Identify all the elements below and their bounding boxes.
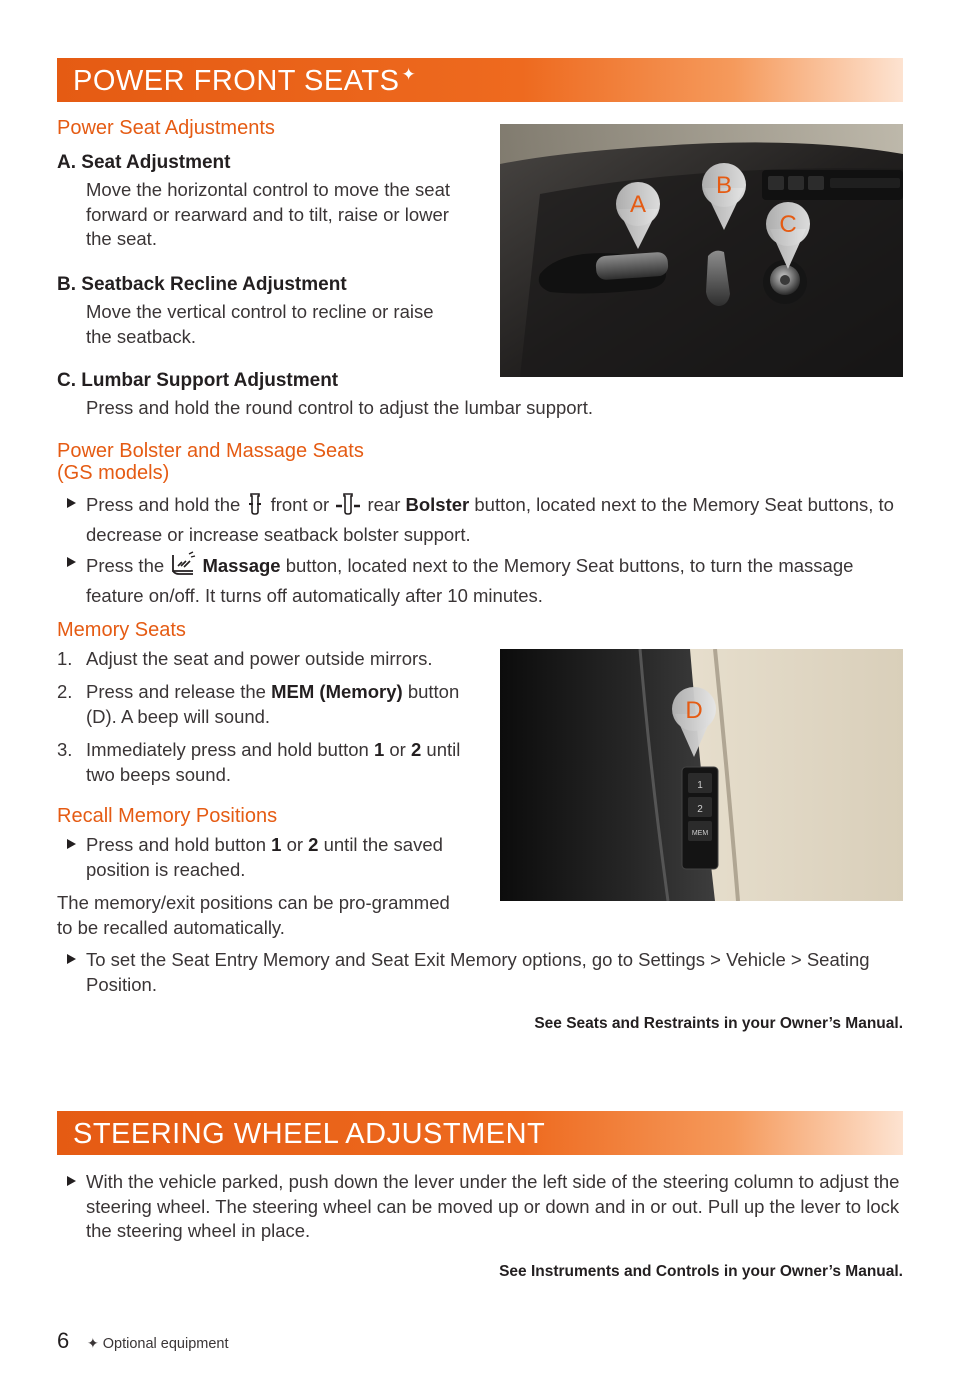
label-c: C bbox=[779, 211, 797, 238]
bullet-arrow-icon bbox=[67, 954, 76, 964]
recall-text-post: until the saved position is reached. bbox=[86, 834, 443, 880]
lumbar-support-item bbox=[57, 370, 903, 421]
button-1-bold: 1 bbox=[373, 739, 385, 760]
label-b: B bbox=[715, 172, 733, 199]
massage-text-pre: Press the bbox=[86, 555, 165, 576]
memory-button-mem-label: MEM bbox=[691, 830, 709, 837]
step-text-post: until two beeps sound. bbox=[86, 739, 461, 785]
lumbar-support-title: C. Lumbar Support Adjustment bbox=[57, 370, 339, 391]
step-number: 3. bbox=[57, 739, 73, 760]
optional-star-icon: ✦ bbox=[87, 1335, 99, 1351]
banner-title: STEERING WHEEL ADJUSTMENT bbox=[73, 1118, 546, 1150]
memory-step-1 bbox=[57, 647, 477, 672]
optional-star-icon: ✦ bbox=[401, 65, 417, 84]
memory-button-2-label: 2 bbox=[697, 804, 703, 815]
bullet-arrow-icon bbox=[67, 839, 76, 849]
bolster-text-pre: Press and hold the bbox=[86, 494, 241, 515]
settings-text: To set the Seat Entry Memory and Seat Exit Memory options, go to Settings > Vehicle > Seating Position. bbox=[86, 949, 870, 995]
seat-controls-photo bbox=[500, 124, 903, 377]
program-text: The memory/exit positions can be pro-grammed to be recalled automatically. bbox=[57, 892, 450, 938]
bolster-text-front: front or bbox=[270, 494, 330, 515]
step-text: Adjust the seat and power outside mirrors. bbox=[86, 648, 433, 669]
steering-wheel-banner bbox=[57, 1111, 903, 1155]
steering-text: With the vehicle parked, push down the lever under the left side of the steering column to adjust the steering wheel. The steering wheel can be moved up or down and in or out. Pull up the lever to lock the steering wheel in place. bbox=[86, 1171, 900, 1241]
seatback-recline-item bbox=[57, 274, 477, 349]
seat-controls-illustration bbox=[500, 124, 903, 377]
massage-seat-icon bbox=[169, 551, 197, 584]
memory-seats-heading: Memory Seats bbox=[57, 619, 186, 641]
button-1-bold: 1 bbox=[271, 834, 282, 855]
memory-step-2 bbox=[57, 680, 477, 729]
bolster-bullet bbox=[57, 492, 903, 547]
bolster-heading-line2: (GS models) bbox=[57, 462, 170, 484]
step-text-pre: Press and release the bbox=[86, 681, 266, 702]
massage-bold: Massage bbox=[202, 555, 281, 576]
memory-button-1-label: 1 bbox=[697, 780, 703, 791]
seat-adjustment-item bbox=[57, 152, 477, 252]
step-text-post: button (D). A beep will sound. bbox=[86, 681, 460, 727]
optional-equipment-note bbox=[87, 1335, 229, 1352]
recall-text-or: or bbox=[286, 834, 304, 855]
memory-buttons-illustration bbox=[500, 649, 903, 901]
label-d: D bbox=[685, 697, 703, 724]
seat-adjustment-title: A. Seat Adjustment bbox=[57, 152, 231, 173]
recall-memory-heading: Recall Memory Positions bbox=[57, 805, 278, 827]
seats-manual-reference: See Seats and Restraints in your Owner’s Manual. bbox=[534, 1015, 903, 1032]
steering-manual-reference: See Instruments and Controls in your Owner’s Manual. bbox=[499, 1263, 903, 1280]
recall-bullet bbox=[57, 833, 477, 882]
seatback-recline-text: Move the vertical control to recline or raise the seatback. bbox=[86, 301, 434, 347]
bullet-arrow-icon bbox=[67, 1176, 76, 1186]
label-a: A bbox=[629, 191, 647, 218]
bolster-bold: Bolster bbox=[405, 494, 470, 515]
massage-bullet bbox=[57, 551, 903, 608]
memory-step-3 bbox=[57, 738, 477, 787]
massage-text-post: button, located next to the Memory Seat buttons, to turn the massage feature on/off. It turns off automatically after 10 minutes. bbox=[86, 555, 854, 606]
banner-title: POWER FRONT SEATS bbox=[73, 65, 400, 97]
bolster-heading-line1: Power Bolster and Massage Seats bbox=[57, 440, 364, 462]
step-text-pre: Immediately press and hold button bbox=[86, 739, 369, 760]
power-front-seats-banner bbox=[57, 58, 903, 102]
recall-text-pre: Press and hold button bbox=[86, 834, 266, 855]
steering-bullet bbox=[57, 1170, 903, 1244]
settings-bullet bbox=[57, 948, 903, 997]
optional-text: Optional equipment bbox=[102, 1336, 229, 1352]
page-number: 6 bbox=[57, 1328, 70, 1353]
bullet-arrow-icon bbox=[67, 557, 76, 567]
front-bolster-icon bbox=[245, 492, 265, 523]
button-2-bold: 2 bbox=[410, 739, 422, 760]
mem-button-bold: MEM (Memory) bbox=[271, 681, 403, 702]
lumbar-support-text: Press and hold the round control to adjust the lumbar support. bbox=[86, 397, 593, 418]
bolster-massage-heading bbox=[57, 440, 364, 484]
button-2-bold: 2 bbox=[308, 834, 319, 855]
step-text-or: or bbox=[389, 739, 406, 760]
bullet-arrow-icon bbox=[67, 498, 76, 508]
seatback-recline-title: B. Seatback Recline Adjustment bbox=[57, 274, 347, 295]
memory-buttons-photo bbox=[500, 649, 903, 901]
seat-adjustment-text: Move the horizontal control to move the seat forward or rearward and to tilt, raise or lower the seat. bbox=[86, 179, 451, 249]
step-number: 1. bbox=[57, 648, 73, 669]
bolster-text-post: button, located next to the Memory Seat buttons, to decrease or increase seatback bolster support. bbox=[86, 494, 894, 545]
step-number: 2. bbox=[57, 681, 73, 702]
rear-bolster-icon bbox=[334, 492, 362, 523]
bolster-text-rear: rear bbox=[367, 494, 401, 515]
power-seat-adjustments-heading: Power Seat Adjustments bbox=[57, 117, 275, 139]
